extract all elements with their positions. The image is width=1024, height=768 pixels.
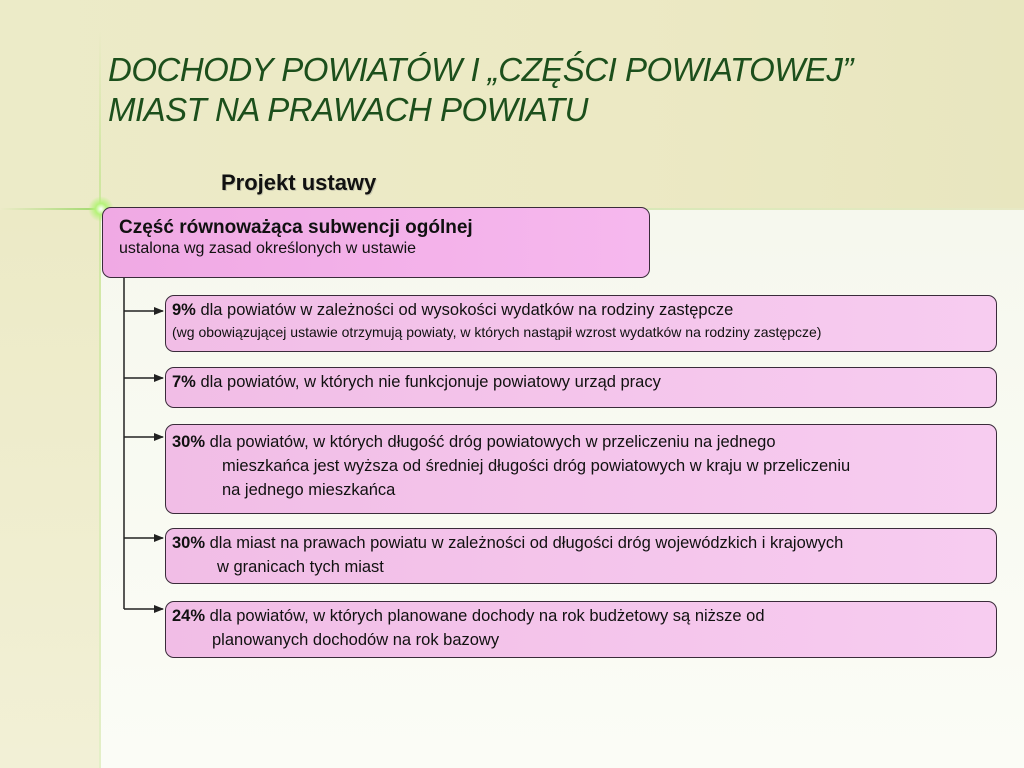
allocation-percent: 24% (172, 607, 206, 625)
allocation-text: dla powiatów, w których nie funkcjonuje powiatowy urząd pracy (195, 373, 661, 391)
allocation-text-continuation: w granicach tych miast (217, 558, 384, 576)
allocation-item-2 (165, 367, 997, 408)
main-category-heading: Część równoważąca subwencji ogólnej (119, 217, 473, 238)
allocation-item-5 (165, 601, 997, 658)
allocation-text: dla powiatów w zależności od wysokości wydatków na rodziny zastępcze (195, 301, 734, 319)
allocation-text-continuation: planowanych dochodów na rok bazowy (212, 631, 500, 649)
allocation-text-continuation: na jednego mieszkańca (222, 481, 396, 499)
allocation-percent: 7% (172, 373, 196, 391)
slide-title (108, 50, 853, 130)
allocation-percent: 9% (172, 301, 196, 319)
decorative-vertical-line (99, 30, 101, 768)
allocation-item-3 (165, 424, 997, 514)
allocation-percent: 30% (172, 433, 206, 451)
allocation-percent: 30% (172, 534, 206, 552)
allocation-text: dla powiatów, w których planowane dochody na rok budżetowy są niższe od (205, 607, 765, 625)
background-left-band (0, 210, 100, 768)
allocation-note: (wg obowiązującej ustawie otrzymują powiaty, w których nastąpił wzrost wydatków na rodziny zastępcze) (172, 324, 822, 340)
allocation-text: dla powiatów, w których długość dróg powiatowych w przeliczeniu na jednego (205, 433, 776, 451)
allocation-item-1 (165, 295, 997, 352)
main-category-box (102, 207, 650, 278)
allocation-text-continuation: mieszkańca jest wyższa od średniej długości dróg powiatowych w kraju w przeliczeniu (222, 457, 851, 475)
allocation-item-4 (165, 528, 997, 584)
main-category-subheading: ustalona wg zasad określonych w ustawie (119, 240, 417, 257)
slide-title-line-1: DOCHODY POWIATÓW I „CZĘŚCI POWIATOWEJ” (108, 51, 853, 88)
slide-title-line-2: MIAST NA PRAWACH POWIATU (108, 91, 588, 128)
allocation-text: dla miast na prawach powiatu w zależności od długości dróg wojewódzkich i krajowych (205, 534, 844, 552)
slide-subtitle: Projekt ustawy (221, 170, 377, 195)
